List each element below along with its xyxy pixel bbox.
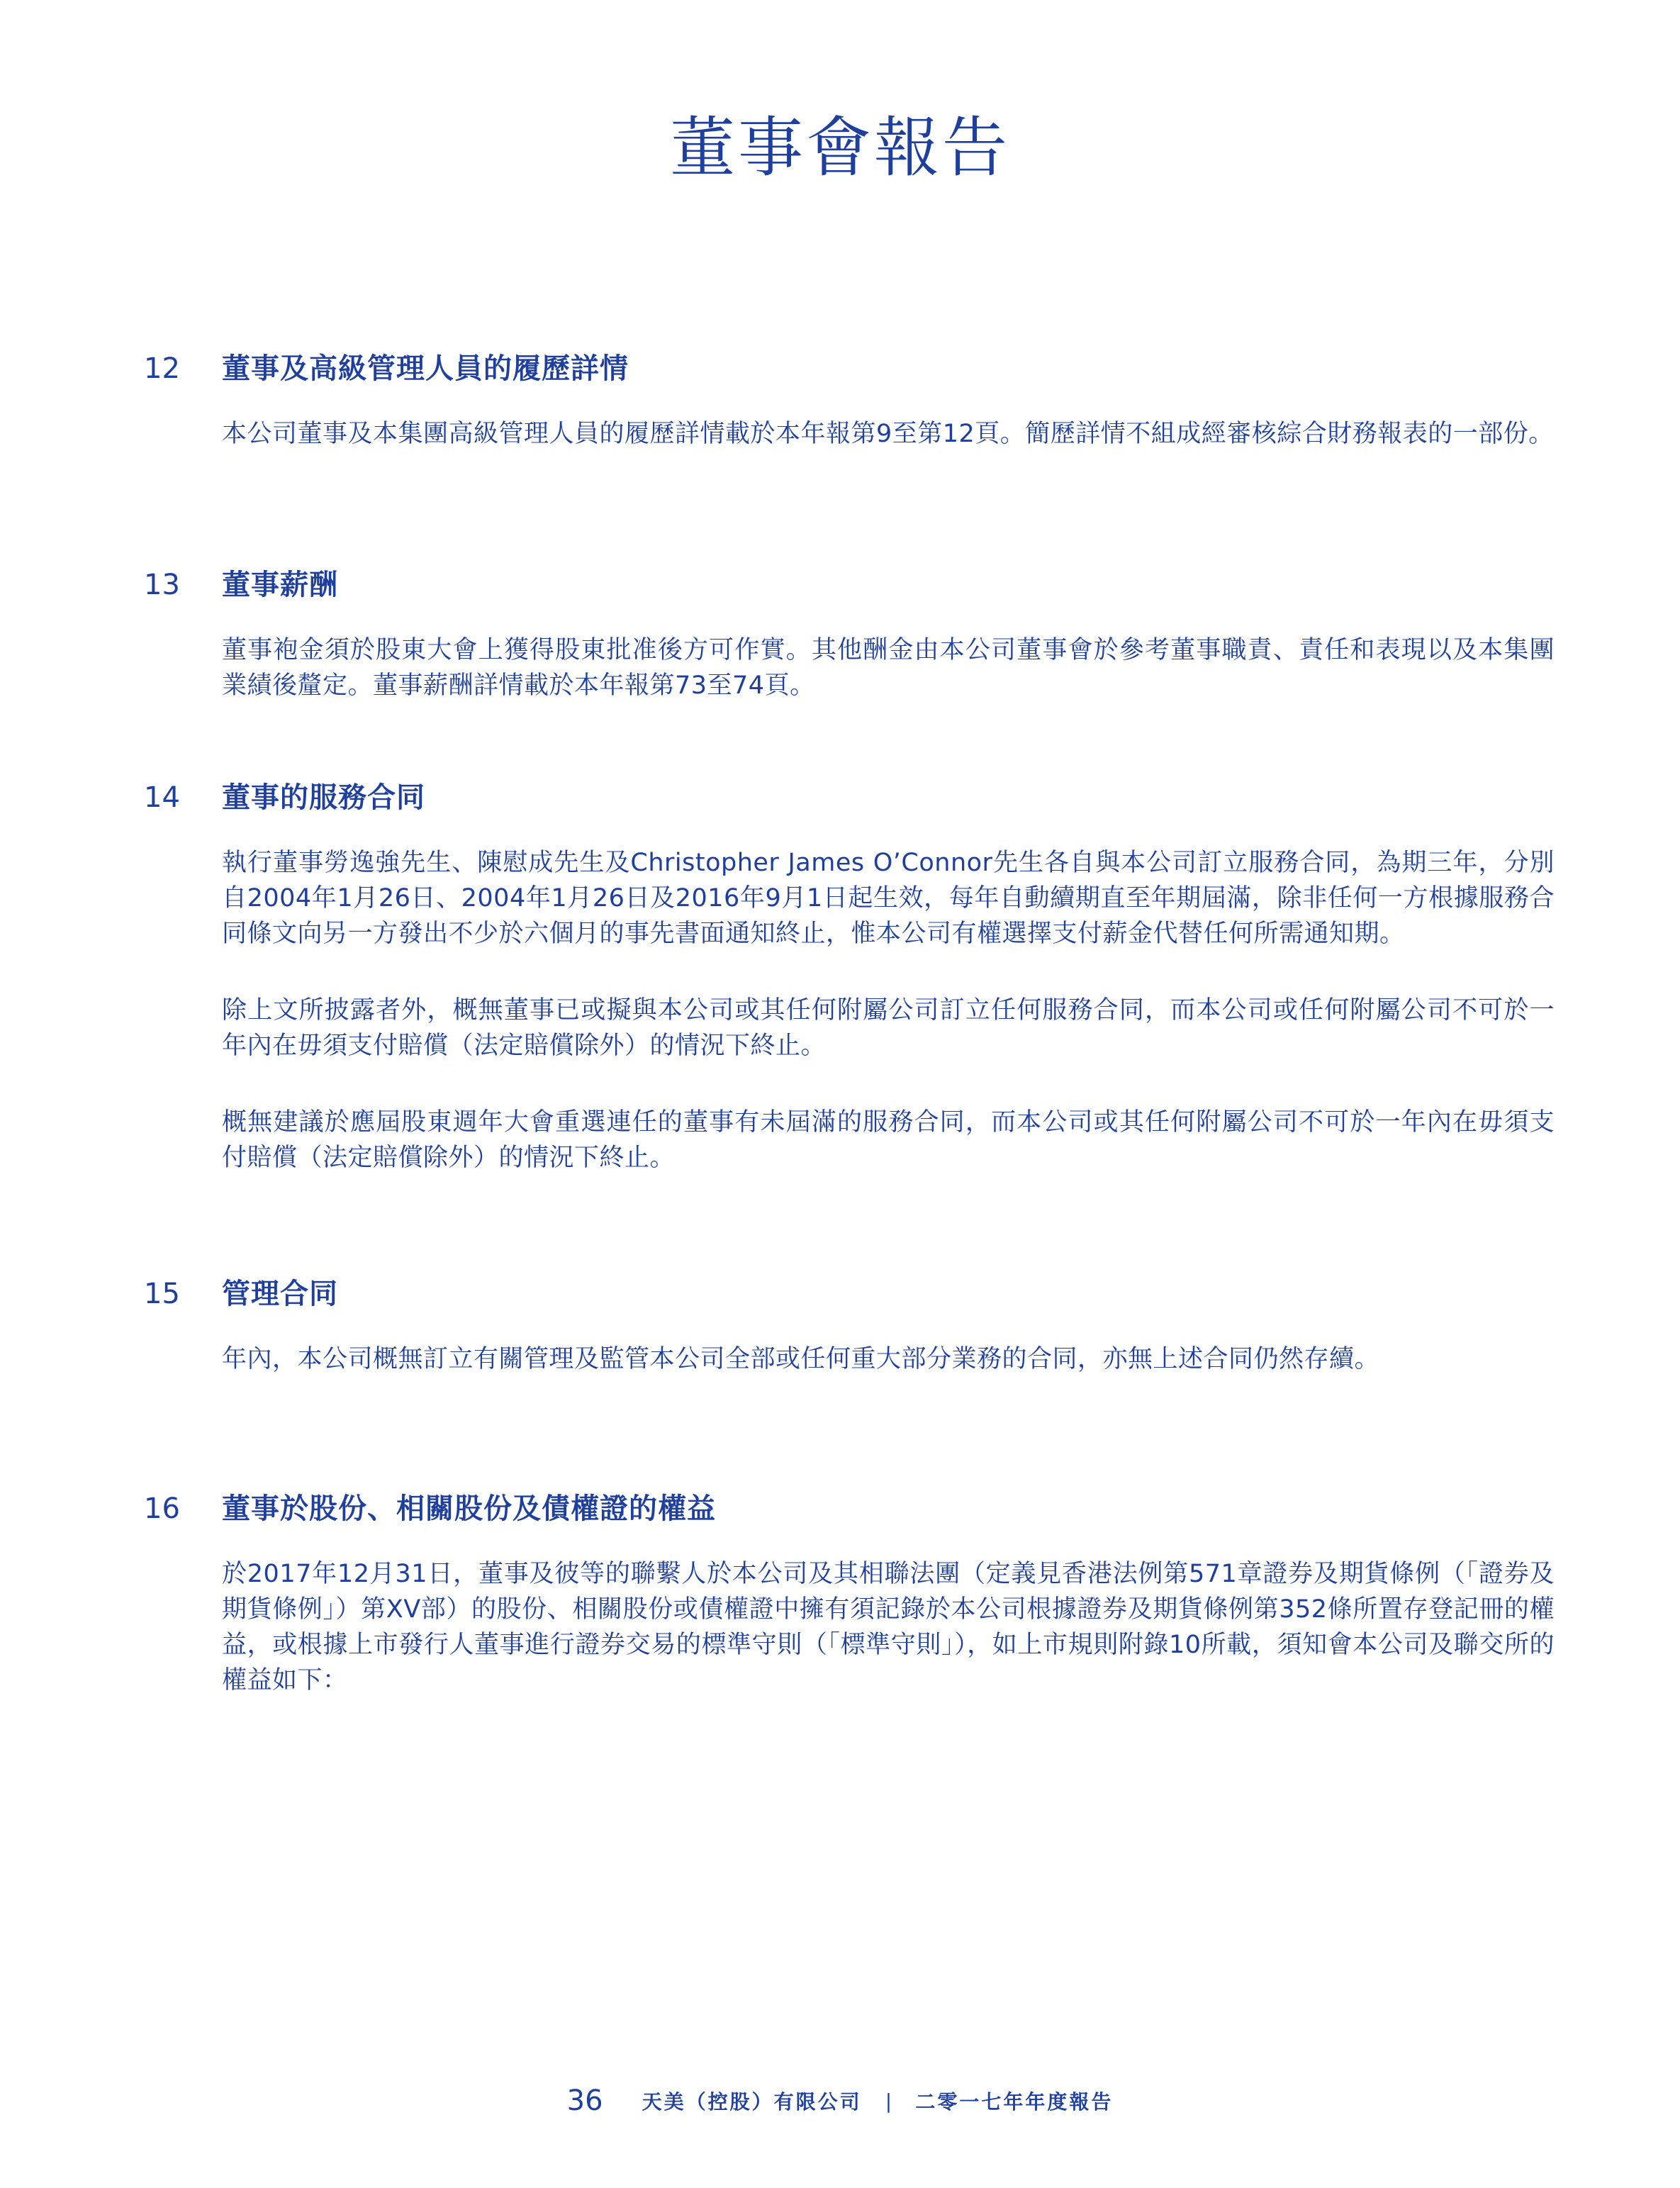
paragraph: 本公司董事及本集團高級管理人員的履歷詳情載於本年報第9至第12頁。簡歷詳情不組成經審核綜合財務報表的一部份。 — [222, 420, 1554, 448]
section-title: 管理合同 — [222, 1278, 338, 1310]
paragraph: 概無建議於應屆股東週年大會重選連任的董事有未屆滿的服務合同，而本公司或其任何附屬公司不可於一年內在毋須支付賠償（法定賠償除外）的情況下終止。 — [222, 1108, 1555, 1172]
section-number: 13 — [144, 569, 180, 601]
section-body — [222, 1556, 1555, 1739]
paragraph: 執行董事勞逸強先生、陳慰成先生及Christopher James O’Connor先生各自與本公司訂立服務合同，為期三年，分別自2004年1月26日、2004年1月26日及2016年9月1日起生效，每年自動續期直至年期屆滿，除非任何一方根據服務合同條文向另一方發出不少於六個月的事先書面通知終止，惟本公司有權選擇支付薪金代替任何所需通知期。 — [222, 849, 1555, 948]
page-footer — [0, 2084, 1680, 2117]
footer-company-name: 天美（控股）有限公司 — [642, 2090, 862, 2114]
section-body — [222, 845, 1555, 1217]
paragraph: 董事袍金須於股東大會上獲得股東批准後方可作實。其他酬金由本公司董事會於參考董事職責、責任和表現以及本集團業績後釐定。董事薪酬詳情載於本年報第73至74頁。 — [222, 636, 1555, 700]
section-body — [222, 1341, 1555, 1418]
section-body — [222, 632, 1555, 744]
section-number: 12 — [144, 352, 180, 385]
section-title: 董事的服務合同 — [222, 781, 425, 814]
paragraph: 年內，本公司概無訂立有關管理及監管本公司全部或任何重大部分業務的合同，亦無上述合同仍然存續。 — [222, 1345, 1380, 1373]
section-body — [222, 416, 1555, 493]
footer-separator: | — [885, 2089, 892, 2113]
section-number: 16 — [144, 1492, 180, 1525]
paragraph: 於2017年12月31日，董事及彼等的聯繫人於本公司及其相聯法團（定義見香港法例第571章證券及期貨條例（「證券及期貨條例」）第XV部）的股份、相關股份或債權證中擁有須記錄於本公司根據證券及期貨條例第352條所置存登記冊的權益，或根據上市發行人董事進行證券交易的標準守則（「標準守則」），如上市規則附錄10所載，須知會本公司及聯交所的權益如下： — [222, 1560, 1555, 1695]
section-number: 14 — [144, 781, 180, 814]
page-number: 36 — [566, 2084, 603, 2117]
section-title: 董事及高級管理人員的履歷詳情 — [222, 352, 629, 385]
section-title: 董事於股份、相關股份及債權證的權益 — [222, 1492, 716, 1525]
page-title: 董事會報告 — [669, 110, 1010, 186]
section-number: 15 — [144, 1278, 180, 1310]
footer-report-title: 二零一七年年度報告 — [915, 2090, 1114, 2114]
paragraph: 除上文所披露者外，概無董事已或擬與本公司或其任何附屬公司訂立任何服務合同，而本公司或任何附屬公司不可於一年內在毋須支付賠償（法定賠償除外）的情況下終止。 — [222, 996, 1555, 1060]
section-title: 董事薪酬 — [222, 569, 338, 601]
